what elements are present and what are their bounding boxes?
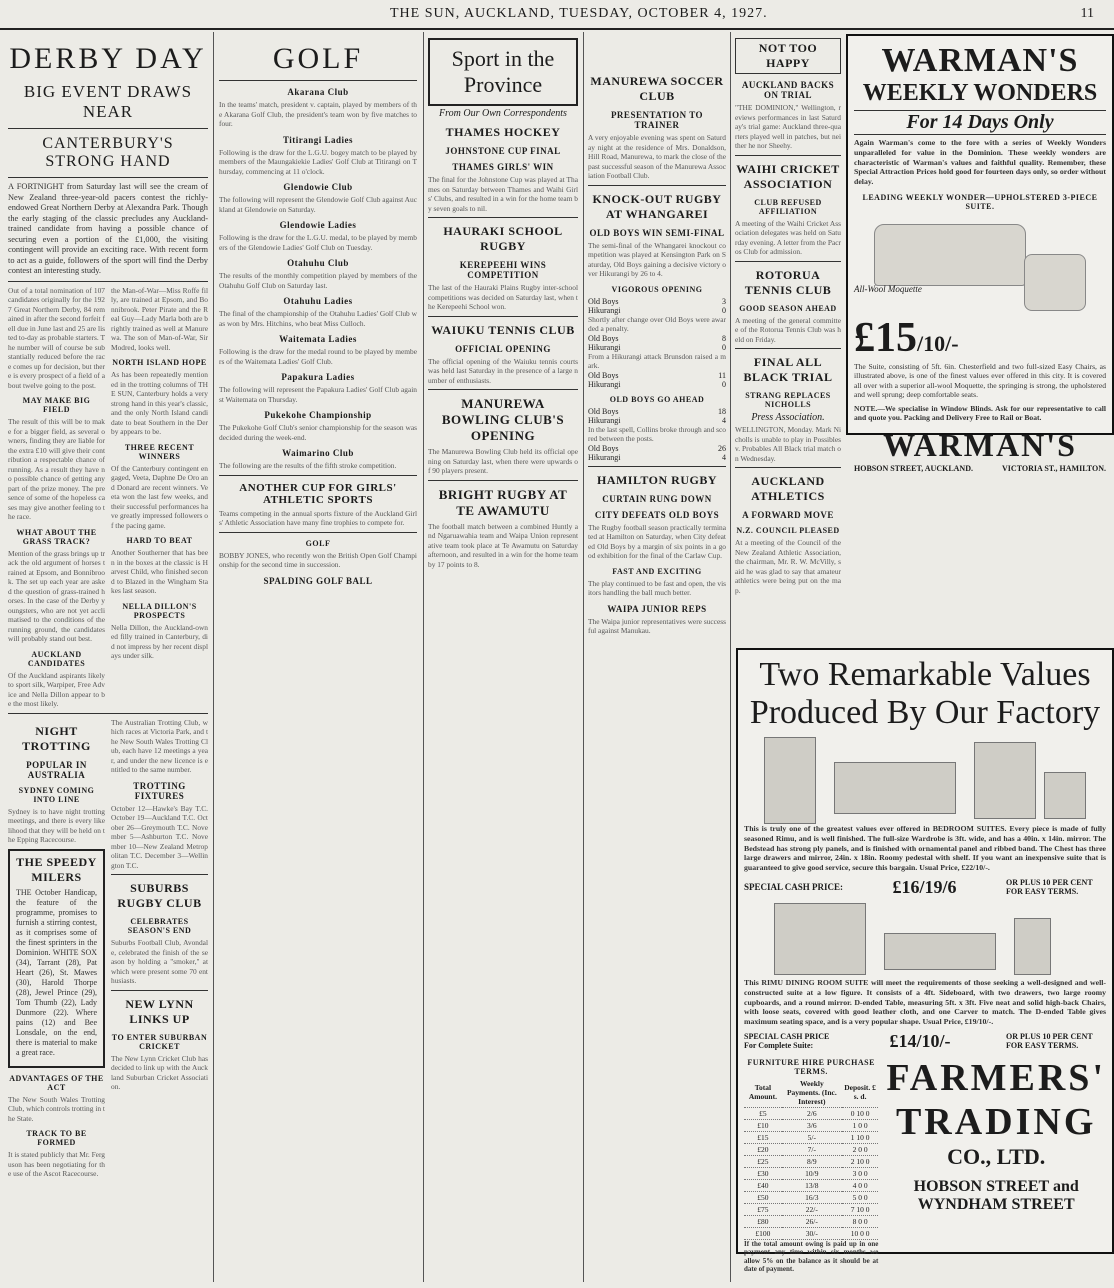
hauraki-title: HAURAKI SCHOOL RUGBY xyxy=(443,224,563,253)
hp-cell: £30 xyxy=(744,1167,782,1179)
golf-title: GOLF xyxy=(272,42,364,75)
hp-cell: 8/9 xyxy=(782,1155,842,1167)
hp-cell: £15 xyxy=(744,1131,782,1143)
article-text: As has been repeatedly mentioned in the trotting columns of THE SUN, Canterbury holds a very strong hand in this year's classic, and the only North Island candidate to beat Southern in the Derby appears to be. xyxy=(111,370,208,436)
article-text: A very enjoyable evening was spent on Saturday night at the residence of Mrs. Donaldson, Hill Road, Manurewa, to mark the close of the past successful season of the Manurewa Association Football Club. xyxy=(588,133,726,180)
night-trotting-sub2: SYDNEY COMING INTO LINE xyxy=(18,785,95,804)
article-text: The following are the results of the fifth stroke competition. xyxy=(219,461,397,470)
correspondents-byline: From Our Own Correspondents xyxy=(439,108,567,119)
hp-cell: 5 0 0 xyxy=(842,1191,879,1203)
article-text: A meeting of the Waihi Cricket Association delegates was held on Saturday evening. A letter from the Pacros Club for admission. xyxy=(735,218,841,256)
bedroom-suite-illustration xyxy=(744,732,1106,824)
sport-province-title: Sport in the Province xyxy=(428,38,578,106)
divider xyxy=(8,713,208,714)
article-text: The Manurewa Bowling Club held its official opening on Saturday last, when there were upwards of 90 players present. xyxy=(428,447,578,475)
thames-girls-title: THAMES GIRLS' WIN xyxy=(452,162,554,172)
waipa-juniors-title: WAIPA JUNIOR REPS xyxy=(607,603,707,614)
score-line: Old Boys 3 xyxy=(588,296,726,306)
article-text: Shortly after change over Old Boys were awarded a penalty. xyxy=(588,314,726,333)
score-line: Hikurangi 4 xyxy=(588,415,726,425)
divider xyxy=(219,80,417,81)
warmans-advert xyxy=(846,34,1114,473)
article-text: "THE DOMINION," Wellington, reviews performances in last Saturday's trial game: Auckland three-quarters played well in patches, but neither he nor Sheehy. xyxy=(735,103,841,150)
divider xyxy=(588,466,726,467)
farmers-advert xyxy=(736,648,1114,1274)
club-heading: Glendowie Ladies xyxy=(279,220,357,230)
hp-cell: £5 xyxy=(744,1107,782,1119)
farmers-special-1-price: £16/19/6 xyxy=(892,876,957,897)
presentation-title: PRESENTATION TO TRAINER xyxy=(610,110,704,130)
derby-headline: CANTERBURY'S STRONG HAND xyxy=(42,135,174,170)
dining-suite-illustration xyxy=(744,898,1106,978)
club-heading: Papakura Ladies xyxy=(281,372,355,382)
warmans-note: NOTE.—We specialise in Window Blinds. Ask for our representative to call and quote you. Packing and Delivery Free to Rail or Boat. xyxy=(854,403,1106,423)
hp-row xyxy=(744,1131,878,1143)
newlynn-title: NEW LYNN LINKS UP xyxy=(125,996,194,1026)
score-line: Hikurangi 4 xyxy=(588,452,726,462)
page-number: 11 xyxy=(1080,6,1094,21)
chesterfield-illustration xyxy=(874,224,1026,286)
warmans-price-main: £15 xyxy=(854,314,917,361)
hp-row xyxy=(744,1107,878,1119)
article-text: The following will represent the Glendowie Golf Club against Auckland at Glendowie on Saturday. xyxy=(219,195,417,214)
hp-title: FURNITURE HIRE PURCHASE TERMS. xyxy=(747,1057,875,1076)
farmers-street-2: WYNDHAM STREET xyxy=(917,1195,1075,1213)
derby-intro: A FORTNIGHT from Saturday last will see the cream of New Zealand three-year-old pacers contest the richly-endowed Great Northern Derby at Alexandra Park. Though the early staging of the classic precludes any Auckland-trained candidate from having a possible chance of securing even a portion of the £1,000, the visiting contingent will provide an exciting race. With recent form to act as a guide, followers of the sport will find the Derby contest an interesting study. xyxy=(8,182,208,275)
club-heading: Akarana Club xyxy=(287,87,349,97)
hp-row xyxy=(744,1119,878,1131)
club-heading: Titirangi Ladies xyxy=(282,134,354,145)
suburbs-sub: CELEBRATES SEASON'S END xyxy=(127,917,192,935)
hp-header: Weekly Payments. (Inc. Interest) xyxy=(782,1078,842,1108)
hp-cell: £40 xyxy=(744,1179,782,1191)
column-rule xyxy=(423,32,424,1282)
article-text: Following is the draw for the L.G.U. medal, to be played by members of the Glendowie Ladies' Golf Club on Tuesday. xyxy=(219,233,417,252)
warmans-weekly: WEEKLY WONDERS xyxy=(862,80,1098,106)
article-text: The official opening of the Waiuku tennis courts was held last Saturday in the presence of a large number of enthusiasts. xyxy=(428,356,578,385)
article-text: Teams competing in the annual sports fixture of the Auckland Girls' Athletic Association have many fine trophies to compete for. xyxy=(219,508,417,527)
good-season-title: GOOD SEASON AHEAD xyxy=(739,303,837,313)
dining-table-illustration xyxy=(884,933,996,970)
column-golf xyxy=(219,32,417,1282)
hp-cell: £20 xyxy=(744,1143,782,1155)
article-text: In the teams' match, president v. captain, played by members of the Akarana Golf Club, the president's team won by five matches to four. xyxy=(219,100,417,128)
article-text: From a Hikurangi attack Brunsdon raised a mark. xyxy=(588,351,726,370)
article-text: Suburbs Football Club, Avondale, celebrated the finish of the season by holding a "smoker," at which were present some 70 enthusiasts. xyxy=(111,938,208,985)
suburbs-title: SUBURBS RUGBY CLUB xyxy=(117,881,202,910)
bright-rugby-title: BRIGHT RUGBY AT TE AWAMUTU xyxy=(438,486,568,518)
hp-cell: £50 xyxy=(744,1191,782,1203)
hp-cell: 16/3 xyxy=(782,1191,842,1203)
hp-cell: 22/- xyxy=(782,1203,842,1215)
column-province-right xyxy=(588,32,726,1282)
club-heading: Waitemata Ladies xyxy=(279,334,357,344)
city-defeats-title: CITY DEFEATS OLD BOYS xyxy=(594,509,720,520)
farmers-desc-1: This is truly one of the greatest values ever offered in BEDROOM SUITES. Every piece is made of fully seasoned Rimu, and is well finished. The full-size Wardrobe is 3ft. wide, and has a 40in. x 14in. mirror. The Bedstead has strong ply panels, and is finished with ornamental panel and ribbed band. The Chest has three large drawers and mirror, 24in. x 18in. Roomy pedestal with shelf. If you want an inexpensive suite that is guaranteed to give good service, secure this bargain. Usual Price, £22/10/-. xyxy=(744,824,1106,873)
derby-day-title: DERBY DAY xyxy=(9,42,207,75)
night-trotting-title: NIGHT TROTTING xyxy=(22,723,91,753)
hp-row xyxy=(744,1191,878,1203)
farmers-headline-2: Produced By Our Factory xyxy=(749,694,1101,731)
hp-row xyxy=(744,1167,878,1179)
farmers-desc-2: This RIMU DINING ROOM SUITE will meet the requirements of those seeking a well-designed and well-constructed suite at a low figure. It consists of a 4ft. Sideboard, with two drawers, two large roomy cupboards, and a round mirror. D-ended Table, measuring 5ft. x 3ft. Five neat and solid high-back Chairs, with loose seats, covered with good leather cloth, and one Carver to match. The D-ended Table gives maximum seating space, and is a very popular shape. Usual Price, £19/10/-. xyxy=(744,977,1106,1027)
trotting-fixtures-title: TROTTING FIXTURES xyxy=(133,780,186,801)
divider xyxy=(588,185,726,186)
wardrobe-illustration xyxy=(764,737,816,824)
chest-illustration xyxy=(974,742,1036,819)
score-line: Old Boys 26 xyxy=(588,443,726,453)
divider xyxy=(8,177,208,178)
warmans-price xyxy=(854,314,1106,362)
farmers-special-2-terms: OR PLUS 10 PER CENT FOR EASY TERMS. xyxy=(1006,1032,1093,1051)
divider xyxy=(219,475,417,476)
article-text: The Australian Trotting Club, which races at Victoria Park, and the New South Wales Trotting Club, each have 12 meetings a year, and under the new licence is entitled to the same number. xyxy=(111,717,208,774)
fast-exciting-title: FAST AND EXCITING xyxy=(612,566,702,576)
subhead-advantages: ADVANTAGES OF THE ACT xyxy=(9,1073,104,1092)
warmans-addresses xyxy=(854,464,1106,473)
curtain-title: CURTAIN RUNG DOWN xyxy=(602,493,712,504)
hp-cell: 5/- xyxy=(782,1131,842,1143)
derby-subtitle: BIG EVENT DRAWS NEAR xyxy=(23,82,193,121)
farmers-brand-1: FARMERS' xyxy=(886,1056,1106,1099)
waiuku-title: WAIUKU TENNIS CLUB xyxy=(431,322,575,337)
warmans-addr-left: HOBSON STREET, AUCKLAND. xyxy=(854,463,973,473)
hp-cell: 26/- xyxy=(782,1215,842,1227)
article-text: Following is the draw for the medal round to be played by members of the Waitemata Ladies' Golf Club. xyxy=(219,347,417,366)
article-text: The following will represent the Papakura Ladies' Golf Club against Waitemata on Thursday. xyxy=(219,385,417,404)
moquette-label: All-Wool Moquette xyxy=(854,283,922,294)
hp-header: Deposit. £ s. d. xyxy=(842,1078,879,1108)
article-text: The play continued to be fast and open, the visitors handling the ball much better. xyxy=(588,578,726,597)
hp-cell: £75 xyxy=(744,1203,782,1215)
farmers-street-1: HOBSON STREET and xyxy=(913,1177,1079,1195)
hp-row xyxy=(744,1227,878,1239)
chair-illustration xyxy=(1014,918,1051,975)
divider xyxy=(8,128,208,129)
article-text: The results of the monthly competition played by members of the Otahuhu Golf Club on Saturday last. xyxy=(219,271,417,290)
speedy-milers-text: THE October Handicap, the feature of the programme, promises to furnish a stirring contest, as it comprises some of the finest sprinters in the Dominion. WHITE SOX (34), Tarrant (28), Pat Heart (26), St. Mawes (30), Harold Thorpe (28), Jewel Prince (29), Tom Thumb (22), Lady Dunmore (22). Where pains (12) and Bee Lonsdale, on the end, there is material to make a great race. xyxy=(16,887,97,1057)
article-text: Another Southerner that has been in the boxes at the classic is Harvest Child, who finished second to Blazed in the Wingham Stakes last season. xyxy=(111,548,208,595)
score-line: Hikurangi 0 xyxy=(588,305,726,315)
divider xyxy=(735,155,841,156)
article-text: Out of a total nomination of 107 candidates originally for the 1927 Great Northern Derby, 84 remained in after the second forfeit fell due in June last and 25 are listed to-day as probable starters. The number will of course be substantially reduced before the race comes up for decision, but there is every prospect of a field of about twelve going to the post. xyxy=(8,285,105,390)
hamilton-rugby-title: HAMILTON RUGBY xyxy=(596,472,718,487)
masthead-line: THE SUN, AUCKLAND, TUESDAY, OCTOBER 4, 1927. xyxy=(390,6,768,21)
article-text: Mention of the grass brings up track the old argument of horses trained at Epsom, and Bonnibrook. The set up each year are asked the question of grass-trained horses. In the case of the Derby youngsters, who are not yet acclimatised to the conditions of the running ground, the candidates will probably stand out best. xyxy=(8,548,105,643)
hp-cell: 1 0 0 xyxy=(842,1119,879,1131)
column-rule xyxy=(730,32,731,1282)
final-all-black-title: FINAL ALL BLACK TRIAL xyxy=(743,355,833,384)
club-heading: Otahuhu Ladies xyxy=(283,296,353,306)
article-text: The final for the Johnstone Cup was played at Thames on Saturday between Thames and Waihi Girls' Clubs, and resulted in a win for the home team by seven goals to nil. xyxy=(428,175,578,213)
hp-cell: £80 xyxy=(744,1215,782,1227)
hp-row xyxy=(744,1179,878,1191)
warmans-desc: The Suite, consisting of 5ft. 6in. Chesterfield and two full-sized Easy Chairs, as illustrated above, is one of the finest values ever offered in this city. It is covered all over with a superior all-wool Moquette, the springing is strong, the upholstered and well sprung; deep comfortable seats. xyxy=(854,361,1106,400)
hp-row xyxy=(744,1143,878,1155)
column-rule xyxy=(583,32,584,1282)
hp-cell: 10/9 xyxy=(782,1167,842,1179)
column-province-left xyxy=(428,32,578,1282)
farmers-special-2-label: SPECIAL CASH PRICE For Complete Suite: xyxy=(744,1032,830,1051)
hire-purchase-table xyxy=(744,1056,878,1278)
press-association: Press Association. xyxy=(751,412,825,423)
waihi-cricket-title: WAIHI CRICKET ASSOCIATION xyxy=(736,161,840,191)
club-heading: Waimarino Club xyxy=(282,448,354,458)
score-line: Old Boys 11 xyxy=(588,370,726,380)
suite-illustration xyxy=(854,214,1106,314)
hp-cell: 1 10 0 xyxy=(842,1131,879,1143)
subhead-three-winners: THREE RECENT WINNERS xyxy=(124,442,195,461)
oldboys-semi-title: OLD BOYS WIN SEMI-FINAL xyxy=(589,227,725,238)
divider xyxy=(111,990,208,991)
auckland-backs-title: AUCKLAND BACKS ON TRIAL xyxy=(741,80,835,100)
score-line: Hikurangi 0 xyxy=(588,342,726,352)
hp-cell: 2 0 0 xyxy=(842,1143,879,1155)
article-text: The New South Wales Trotting Club, which controls trotting in the State. xyxy=(8,1094,105,1123)
page-masthead xyxy=(0,0,1114,30)
warmans-title: WARMAN'S xyxy=(881,42,1079,79)
knockout-rugby-title: KNOCK-OUT RUGBY AT WHANGAREI xyxy=(592,191,722,221)
oldboys-ahead-title: OLD BOYS GO AHEAD xyxy=(609,394,705,404)
spalding-heading: SPALDING GOLF BALL xyxy=(263,575,373,586)
refused-title: CLUB REFUSED AFFILIATION xyxy=(754,197,822,216)
bedstead-illustration xyxy=(834,762,956,814)
easy-chair-illustration xyxy=(1024,254,1086,311)
hp-cell: 3 0 0 xyxy=(842,1167,879,1179)
article-text: The Rugby football season practically terminated at Hamilton on Saturday, when City defeated Old Boys by a margin of six points in a good exhibition for the final of the Carlaw Cup. xyxy=(588,522,726,560)
article-text: The New Lynn Cricket Club has decided to link up with the Auckland Suburban Cricket Association. xyxy=(111,1053,208,1091)
article-text: At a meeting of the Council of the New Zealand Athletic Association, the chairman, Mr. R. W. McVilly, said he was glad to say that amateur athletics were being put on the map. xyxy=(735,538,841,595)
divider xyxy=(428,316,578,317)
hp-cell: £25 xyxy=(744,1155,782,1167)
manurewa-bowling-title: MANUREWA BOWLING CLUB'S OPENING xyxy=(441,396,565,443)
not-too-happy-title: NOT TOO HAPPY xyxy=(735,38,841,74)
article-text: A meeting of the general committee of the Rotorua Tennis Club was held on Friday. xyxy=(735,315,841,344)
article-text: The Waipa junior representatives were successful against Manukau. xyxy=(588,616,726,635)
article-text: Nella Dillon, the Auckland-owned filly trained in Canterbury, did not impress by her recent displays under silk. xyxy=(111,622,208,660)
kerepeehi-title: KEREPEEHI WINS COMPETITION xyxy=(459,260,547,280)
divider xyxy=(8,281,208,282)
hp-note: If the total amount owing is paid up in one payment any time within six months we allow 5% on the balance as it should be at date of payment. xyxy=(744,1239,879,1274)
article-text: The semi-final of the Whangarei knockout competition was played at Kensington Park on Saturday, Old Boys gaining a decisive victory over Hikurangi by 26 to 4. xyxy=(588,240,726,278)
article-text: WELLINGTON, Monday. Mark Nicholls is unable to play in Possibles v. Probables All Black trial match on Wednesday. xyxy=(735,425,841,463)
subhead-nella-dillon: NELLA DILLON'S PROSPECTS xyxy=(122,601,197,620)
hp-cell: 8 0 0 xyxy=(842,1215,879,1227)
divider xyxy=(428,217,578,218)
farmers-headline-1: Two Remarkable Values xyxy=(759,656,1091,693)
pedestal-illustration xyxy=(1044,772,1086,819)
article-text: The last of the Hauraki Plains Rugby inter-school competitions was decided on Saturday last, when the Kerepeehi School won. xyxy=(428,283,578,311)
article-text: The Pukekohe Golf Club's senior championship for the season was decided during the week-end. xyxy=(219,423,417,442)
auckland-athletics-title: AUCKLAND ATHLETICS xyxy=(751,474,825,503)
article-text: Following is the draw for the L.G.U. bogey match to be played by members of the Maungakiekie Ladies' Golf Club at Titirangi on Thursday, commencing at 11 o'clock. xyxy=(219,147,417,176)
article-text: The football match between a combined Huntly and Ngaruawahia team and Waipa Union representative team took place at Te Awamutu on Saturday afternoon, and resulted in a win for the home team by 17 points to 8. xyxy=(428,521,578,569)
column-rule xyxy=(213,32,214,1282)
golf-small-heading: GOLF xyxy=(305,538,331,548)
divider xyxy=(111,874,208,875)
johnstone-cup-title: JOHNSTONE CUP FINAL xyxy=(445,146,561,156)
hp-cell: 4 0 0 xyxy=(842,1179,879,1191)
hp-cell: 2/6 xyxy=(782,1107,842,1119)
hp-cell: 30/- xyxy=(782,1227,842,1239)
column-racing xyxy=(8,32,208,1282)
hp-cell: 2 10 0 xyxy=(842,1155,879,1167)
article-text: In the last spell, Collins broke through and scored between the posts. xyxy=(588,424,726,443)
divider xyxy=(735,467,841,468)
article-text: BOBBY JONES, who recently won the British Open Golf Championship for the second time in succession. xyxy=(219,550,417,569)
newlynn-sub: TO ENTER SUBURBAN CRICKET xyxy=(111,1032,208,1051)
club-heading: Pukekohe Championship xyxy=(264,410,372,420)
subhead-north-island: NORTH ISLAND HOPE xyxy=(112,358,207,367)
subhead-track: TRACK TO BE FORMED xyxy=(26,1129,87,1147)
thames-hockey-title: THAMES HOCKEY xyxy=(445,125,561,139)
hp-cell: 0 10 0 xyxy=(842,1107,879,1119)
farmers-special-2-price: £14/10/- xyxy=(889,1030,951,1051)
warmans-banner: For 14 Days Only xyxy=(854,110,1106,135)
speedy-milers-box xyxy=(8,849,105,1068)
hp-terms-table xyxy=(744,1078,878,1240)
hp-cell: 10 0 0 xyxy=(842,1227,879,1239)
club-heading: Otahuhu Club xyxy=(287,258,349,268)
hp-cell: 7/- xyxy=(782,1143,842,1155)
hp-cell: 3/6 xyxy=(782,1119,842,1131)
nz-council-title: N.Z. COUNCIL PLEASED xyxy=(736,526,840,535)
subhead-hard-to-beat: HARD TO BEAT xyxy=(126,536,193,545)
subhead-big-field: MAY MAKE BIG FIELD xyxy=(22,396,91,414)
official-opening-title: OFFICIAL OPENING xyxy=(455,343,551,354)
hp-cell: 13/8 xyxy=(782,1179,842,1191)
farmers-brand xyxy=(886,1056,1106,1278)
rotorua-tennis-title: ROTORUA TENNIS CLUB xyxy=(744,267,832,297)
strang-title: STRANG REPLACES NICHOLLS xyxy=(745,391,831,409)
warmans-footer-name: WARMAN'S xyxy=(883,426,1077,463)
farmers-brand-2: TRADING xyxy=(895,1100,1097,1143)
hp-header: Total Amount. xyxy=(744,1078,782,1108)
warmans-price-suffix: /10/- xyxy=(917,330,959,356)
warmans-addr-right: VICTORIA ST., HAMILTON. xyxy=(1002,463,1106,473)
hp-cell: £100 xyxy=(744,1227,782,1239)
article-text: the Man-of-War—Miss Roffe filly, are trained at Epsom, and Bonnibrook. Peter Pirate and the Real Guy—Lady Marla both are brightly trained as well at Manurewa. The son of Man-of-War, Sir Modred, looks well. xyxy=(111,285,208,352)
hp-cell: 7 10 0 xyxy=(842,1203,879,1215)
warmans-leading: LEADING WEEKLY WONDER—UPHOLSTERED 3-PIECE SUITE. xyxy=(862,192,1098,211)
divider xyxy=(428,480,578,481)
fixtures-list: October 12—Hawke's Bay T.C. October 19—Auckland T.C. October 26—Greymouth T.C. November 5—Ashburton T.C. November 10—New Zealand Metropolitan T.C. December 3—Wellington T.C. xyxy=(111,803,208,870)
sideboard-illustration xyxy=(774,903,866,975)
hp-cell: £10 xyxy=(744,1119,782,1131)
vigorous-title: VIGOROUS OPENING xyxy=(611,284,703,294)
article-text: The final of the championship of the Otahuhu Ladies' Golf Club was won by Mrs. Hitchins, who beat Miss Culloch. xyxy=(219,309,417,328)
manurewa-soccer-title: MANUREWA SOCCER CLUB xyxy=(590,74,724,103)
article-text: It is stated publicly that Mr. Ferguson has been negotiating for the use of the Ascot Racecourse. xyxy=(8,1150,105,1178)
farmers-brand-3: CO., LTD. xyxy=(947,1143,1046,1169)
another-cup-heading: ANOTHER CUP FOR GIRLS' ATHLETIC SPORTS xyxy=(239,481,397,506)
score-line: Old Boys 8 xyxy=(588,333,726,343)
club-heading: Glendowie Club xyxy=(283,182,353,192)
farmers-special-1 xyxy=(744,877,1106,898)
subhead-grass-track: WHAT ABOUT THE GRASS TRACK? xyxy=(16,527,97,546)
forward-move-title: A FORWARD MOVE xyxy=(742,510,834,520)
hp-row xyxy=(744,1203,878,1215)
night-trotting-sub: POPULAR IN AUSTRALIA xyxy=(26,759,87,780)
divider xyxy=(735,348,841,349)
farmers-special-1-label: SPECIAL CASH PRICE: xyxy=(744,882,844,893)
article-text: Of the Auckland aspirants likely to sport silk, Warpiper, Free Advice and Nella Dillon appear to be the most likely. xyxy=(8,670,105,708)
farmers-special-2 xyxy=(744,1031,1106,1052)
warmans-intro: Again Warman's come to the fore with a series of Weekly Wonders unparalleled for value in the Dominion. These weekly wonders are characteristic of Warman's values and faithful quality. Remember, these Special Attraction Prices hold good for fourteen days only, so order without delay. xyxy=(854,138,1106,187)
score-line: Old Boys 18 xyxy=(588,406,726,416)
article-text: The result of this will be to make for a bigger field, as several owners, finding they are liable for the extra £10 will give their contribution a respectable chance of running. As a result they have no possible chance of getting any part of the prize money. The presence of some of the hopeless cases may give another feeling to the race. xyxy=(8,417,105,521)
farmers-special-1-terms: OR PLUS 10 PER CENT FOR EASY TERMS. xyxy=(1005,878,1093,897)
score-line: Hikurangi 0 xyxy=(588,379,726,389)
hp-row xyxy=(744,1155,878,1167)
divider xyxy=(219,532,417,533)
speedy-milers-title: THE SPEEDY MILERS xyxy=(16,854,97,884)
subhead-auckland: AUCKLAND CANDIDATES xyxy=(27,649,86,668)
divider xyxy=(428,389,578,390)
article-text: Of the Canterbury contingent engaged, Veeta, Daphne De Oro and Donard are recent winners. Veeta won the last few weeks, and their successful performances have greatly impressed followers of the pacing game. xyxy=(111,463,208,530)
divider xyxy=(735,261,841,262)
article-text: Sydney is to have night trotting meetings, and there is every likelihood that they will be held on the Epping Racecourse. xyxy=(8,806,105,844)
hp-row xyxy=(744,1215,878,1227)
